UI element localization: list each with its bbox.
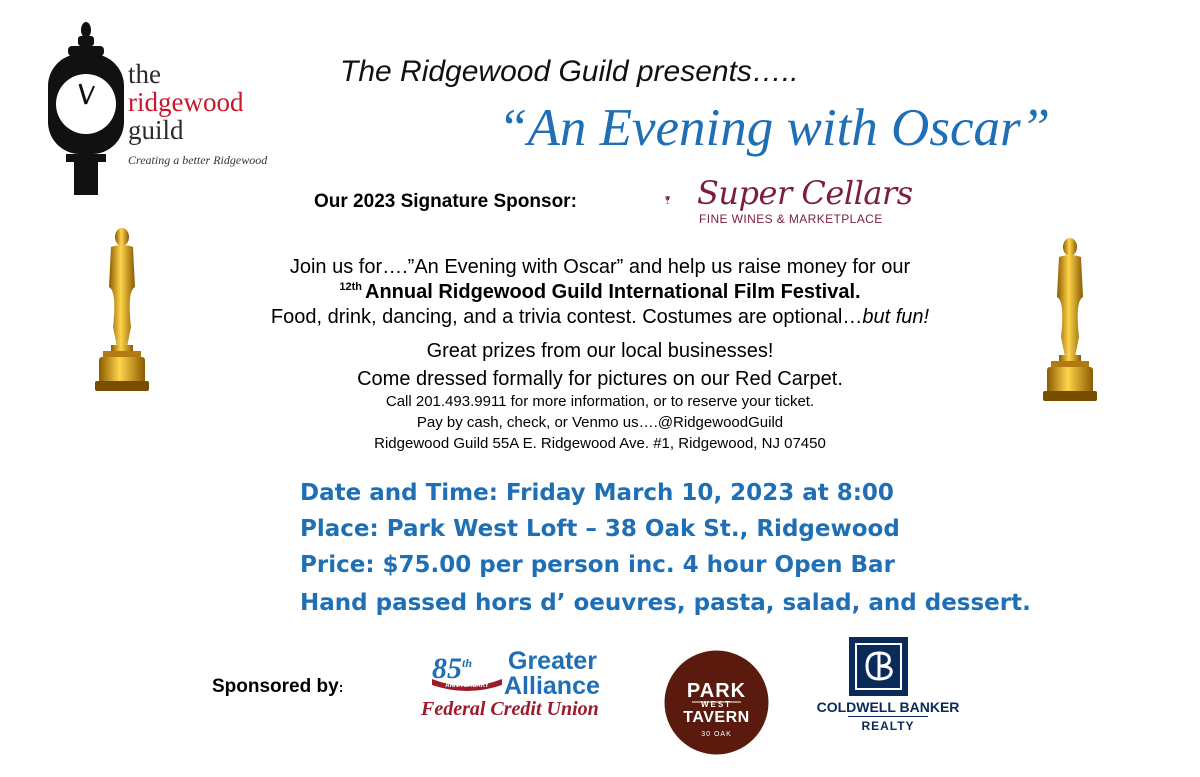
guild-name-ridgewood: ridgewood (128, 87, 244, 117)
place: Place: Park West Loft – 38 Oak St., Ridgewood (300, 516, 900, 542)
super-cellars-logo: Super Cellars (697, 174, 913, 212)
event-title: “An Evening with Oscar” (498, 99, 1051, 157)
clock-logo-icon (38, 20, 134, 195)
ga-alliance-text: Alliance (504, 672, 600, 700)
invite-line-5: Come dressed formally for pictures on our Red Carpet. (357, 368, 843, 390)
oscar-statue-icon (1035, 237, 1105, 402)
invite-line-4: Great prizes from our local businesses! (426, 340, 774, 362)
contact-phone-line: Call 201.493.9911 for more information, or to reserve your ticket. (385, 393, 815, 410)
but-fun-text: but fun! (862, 306, 930, 328)
food-menu: Hand passed hors d’ oeuvres, pasta, salad, and dessert. (300, 590, 1031, 616)
activities-text: Food, drink, dancing, and a trivia contest. Costumes are optional… (270, 306, 863, 328)
ordinal-12th: 12th (339, 281, 363, 293)
signature-sponsor-label: Our 2023 Signature Sponsor: (314, 191, 577, 212)
guild-name-guild: guild (128, 115, 184, 145)
ga-anniversary-text: ANNIVERSARY (445, 683, 489, 689)
cb-realty-text: REALTY (861, 719, 915, 733)
invite-line-1: Join us for….”An Evening with Oscar” and help us raise money for our (289, 256, 911, 278)
ga-greater-text: Greater (508, 647, 597, 675)
super-cellars-subtitle: FINE WINES & MARKETPLACE (699, 212, 883, 226)
ga-th-text: th (462, 656, 473, 670)
ga-fcu-text: Federal Credit Union (421, 698, 599, 720)
anniversary-ribbon-icon (432, 675, 502, 691)
invite-line-3 (190, 306, 1010, 329)
guild-tagline: Creating a better Ridgewood (128, 153, 268, 167)
coldwell-banker-logo-icon (849, 637, 908, 696)
guild-name-the: the (128, 59, 161, 89)
cb-divider (848, 716, 928, 717)
date-time: Date and Time: Friday March 10, 2023 at 8:00 (300, 480, 894, 506)
guild-name (128, 60, 243, 144)
ga-85-text: 85 (432, 652, 462, 685)
invite-line-2 (190, 281, 1010, 304)
pwt-tavern-text: TAVERN (683, 709, 750, 726)
pwt-west-text: WEST (700, 700, 733, 709)
festival-name: Annual Ridgewood Guild International Film Festival. (365, 281, 861, 303)
pwt-oak-text: 30 OAK (701, 731, 732, 738)
cb-name-text: COLDWELL BANKER (816, 699, 960, 715)
oscar-statue-icon (87, 227, 157, 392)
presents-line: The Ridgewood Guild presents….. (340, 55, 799, 88)
sponsored-by-colon: : (338, 679, 344, 695)
sponsored-by-text: Sponsored by (212, 676, 339, 697)
payment-line: Pay by cash, check, or Venmo us….@RidgewoodGuild (416, 414, 784, 431)
pwt-park-text: PARK (686, 680, 747, 702)
address-line: Ridgewood Guild 55A E. Ridgewood Ave. #1, Ridgewood, NJ 07450 (374, 435, 826, 452)
sponsored-by-label (212, 676, 343, 698)
price: Price: $75.00 per person inc. 4 hour Open Bar (300, 552, 895, 578)
